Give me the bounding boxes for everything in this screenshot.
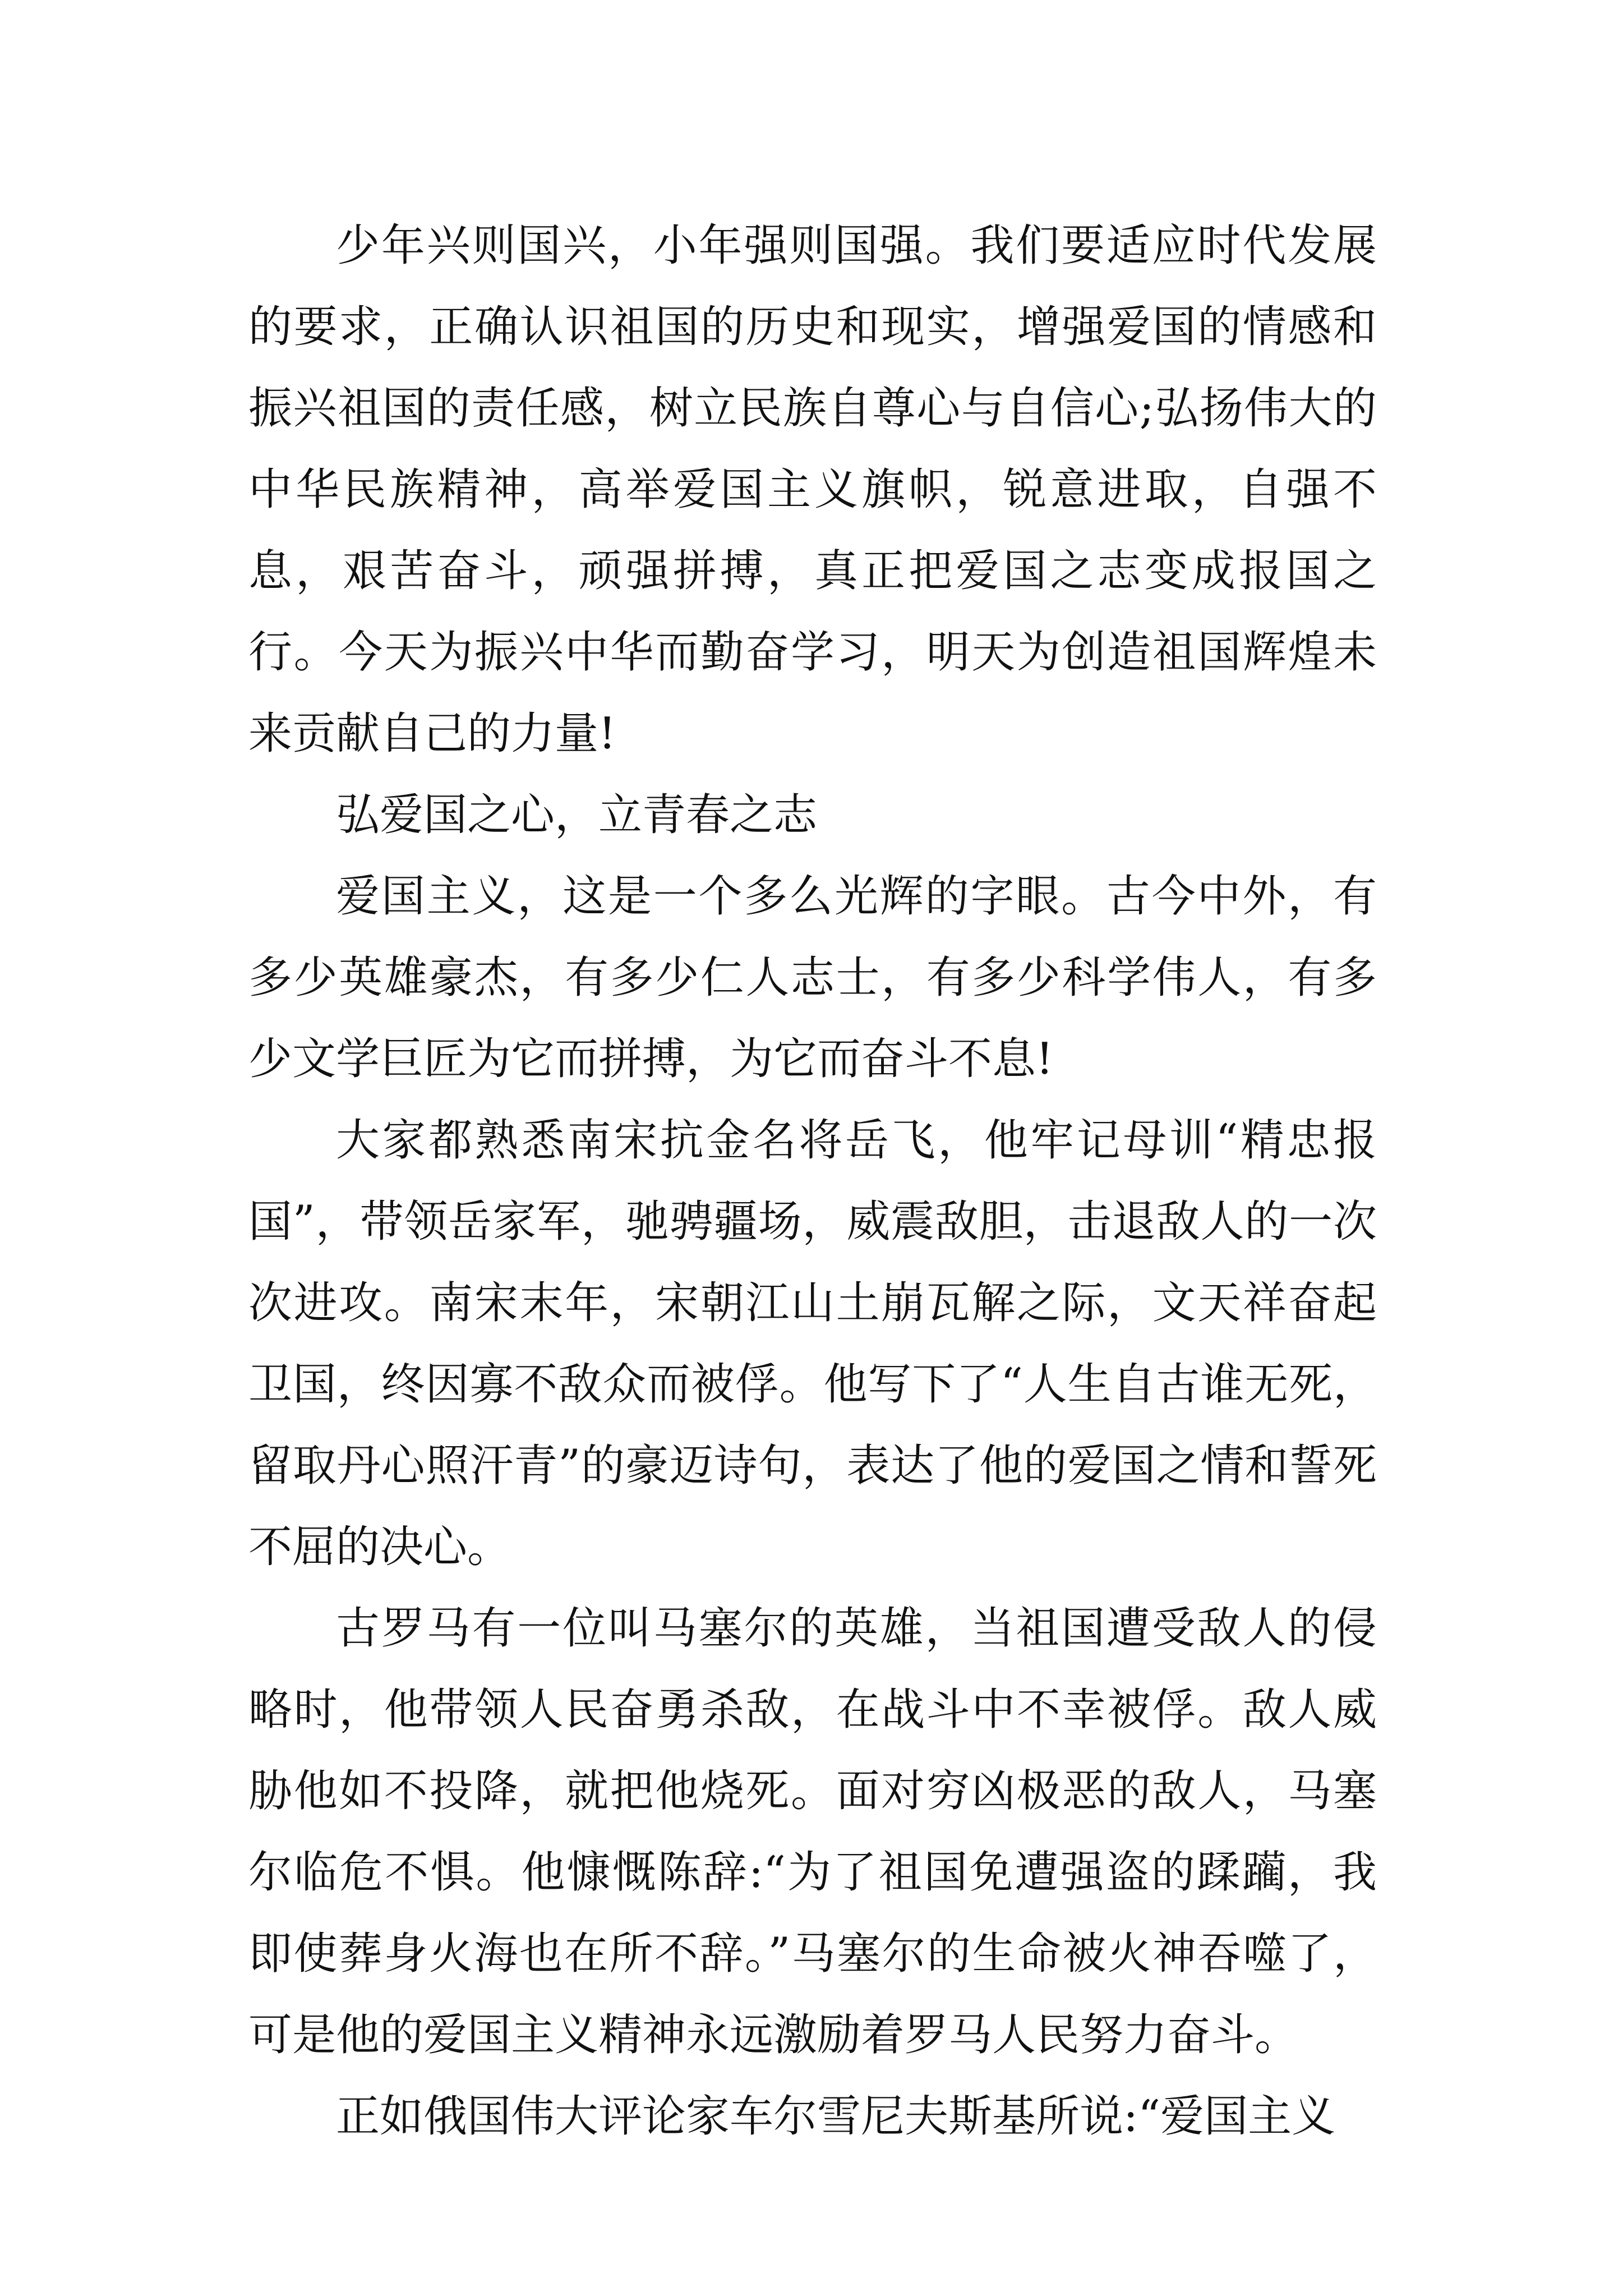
document-body (248, 205, 1377, 2157)
section-heading: 弘爱国之心，立青春之志 (336, 790, 818, 840)
paragraph-1: 少年兴则国兴，小年强则国强。我们要适应时代发展的要求，正确认识祖国的历史和现实，增强爱国的情感和振兴祖国的责任感，树立民族自尊心与自信心;弘扬伟大的中华民族精神，高举爱国主义旗帜，锐意进取，自强不息，艰苦奋斗，顽强拼搏，真正把爱国之志变成报国之行。今天为振兴中华而勤奋学习，明天为创造祖国辉煌未来贡献自己的力量! (248, 220, 1377, 759)
paragraph-5: 正如俄国伟大评论家车尔雪尼夫斯基所说:“爱国主义 (336, 2091, 1336, 2142)
paragraph-3: 大家都熟悉南宋抗金名将岳飞，他牢记母训“精忠报国”，带领岳家军，驰骋疆场，威震敌胆，击退敌人的一次次进攻。南宋末年，宋朝江山土崩瓦解之际，文天祥奋起卫国，终因寡不敌众而被俘。他写下了“人生自古谁无死，留取丹心照汗青”的豪迈诗句，表达了他的爱国之情和誓死不屈的决心。 (248, 1115, 1377, 1572)
paragraph-2: 爱国主义，这是一个多么光辉的字眼。古今中外，有多少英雄豪杰，有多少仁人志士，有多少科学伟人，有多少文学巨匠为它而拼搏，为它而奋斗不息! (248, 871, 1377, 1084)
paragraph-4: 古罗马有一位叫马塞尔的英雄，当祖国遭受敌人的侵略时，他带领人民奋勇杀敌，在战斗中不幸被俘。敌人威胁他如不投降，就把他烧死。面对穷凶极恶的敌人，马塞尔临危不惧。他慷慨陈辞:“为了祖国免遭强盗的蹂躏，我即使葬身火海也在所不辞。”马塞尔的生命被火神吞噬了，可是他的爱国主义精神永远激励着罗马人民努力奋斗。 (248, 1603, 1377, 2060)
